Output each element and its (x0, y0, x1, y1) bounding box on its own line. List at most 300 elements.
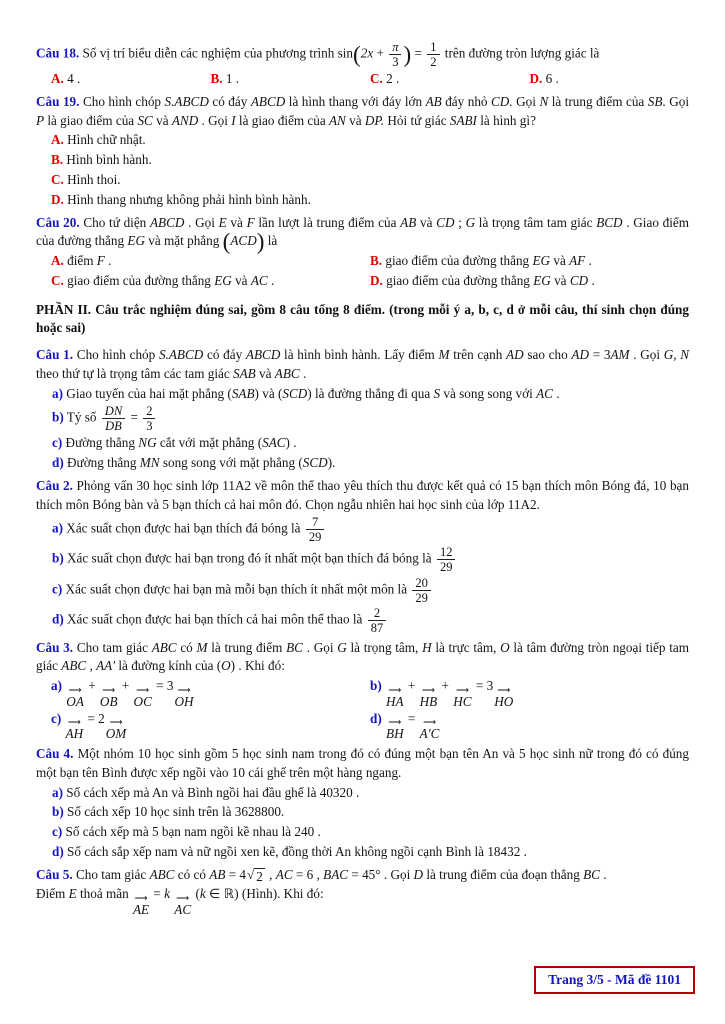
math-text: k (164, 886, 170, 902)
option-letter: B. (370, 253, 383, 269)
text-run: là (264, 233, 278, 249)
fraction-denominator: 87 (368, 620, 387, 635)
math-text: AB (425, 93, 442, 109)
text-run: là giao điểm của (235, 112, 329, 128)
text-run: và (226, 214, 247, 230)
section-header-text: PHẦN II. Câu trắc nghiệm đúng sai, gồm 8 câu tổng 8 điểm. (trong mỗi ý a, b, c, d ở mỗi câu, thí sinh chọn đúng hoặc sai) (36, 301, 689, 336)
fraction (102, 404, 125, 433)
question-label: c) (52, 435, 63, 451)
math-text: ABCD (250, 93, 286, 109)
vector-arrow-icon: ⟶ (67, 717, 81, 728)
math-text: ABC (151, 639, 177, 655)
vector-letters: AE (132, 901, 150, 917)
text-run: 2 . (382, 71, 400, 87)
option-item (530, 69, 690, 89)
text-run: ). (327, 455, 336, 471)
text-run: điểm (63, 253, 97, 269)
math-text: SAB (231, 385, 255, 401)
math-text: O (221, 658, 231, 674)
text-run: , (86, 658, 97, 674)
vector-letters: HB (419, 693, 438, 709)
text-run: . (585, 253, 592, 269)
question-label: a) (52, 520, 63, 536)
option-letter: A. (51, 71, 64, 87)
fraction (427, 40, 439, 69)
math-text: AD (506, 347, 524, 363)
text-run: Cho tam giác (73, 639, 152, 655)
math-text: I (231, 112, 236, 128)
text-run: Tỷ số (63, 409, 100, 425)
option-item (51, 130, 689, 150)
question-paragraph (36, 639, 689, 676)
vector-expression (105, 717, 127, 742)
math-text: AB (209, 866, 226, 882)
question-paragraph (36, 477, 689, 514)
question-label: Câu 2. (36, 477, 73, 493)
text-run: Xác suất chọn được hai bạn mà mỗi bạn thích ít nhất một môn là (62, 581, 411, 597)
text-run: Số cách xếp 10 học sinh trên là 3628800. (63, 804, 285, 820)
math-text: F (96, 253, 105, 269)
fraction-numerator: π (392, 40, 399, 54)
vector-arrow-icon: ⟶ (388, 684, 402, 695)
text-run: là trung điểm (207, 639, 287, 655)
statement-item (36, 803, 689, 822)
text-run: Hình bình hành. (63, 152, 152, 168)
option-item (51, 190, 689, 210)
fraction (368, 606, 387, 635)
option-item (51, 69, 211, 89)
question-paragraph (36, 885, 689, 916)
vector-arrow-icon: ⟶ (455, 684, 469, 695)
question-paragraph (36, 866, 689, 886)
vector-letters: OA (66, 693, 84, 709)
math-text: O (500, 639, 510, 655)
text-run: Số vị trí biểu diễn các nghiệm của phương trình sin (79, 45, 354, 61)
question-label: d) (52, 611, 64, 627)
math-text: P (36, 112, 45, 128)
text-run: ) và ( (254, 385, 283, 401)
text-run: Xác suất chọn được hai bạn trong đó ít nhất một bạn thích đá bóng là (63, 550, 435, 566)
fraction-denominator: 29 (306, 529, 325, 544)
text-run: là trọng tâm tam giác (475, 214, 597, 230)
section-header (36, 301, 689, 338)
statement-item (36, 545, 689, 574)
math-text: SCD (282, 385, 308, 401)
text-run: = (127, 409, 142, 425)
statement-item (36, 404, 689, 433)
text-run: Hỏi tứ giác (384, 112, 450, 128)
options-group (51, 676, 689, 741)
question-label: c) (52, 824, 63, 840)
vector-letters: AC (174, 901, 192, 917)
vector-expression (453, 684, 472, 709)
math-text: ABC (61, 658, 87, 674)
parenthesis: ( (222, 228, 231, 255)
option-letter: A. (51, 132, 64, 148)
option-item (370, 676, 689, 708)
math-text: E (218, 214, 227, 230)
math-text: AC (250, 272, 268, 288)
text-run: . Gọi (302, 639, 338, 655)
math-text: AA′ (96, 658, 116, 674)
question-label: Câu 1. (36, 347, 74, 363)
fraction-denominator: 3 (389, 54, 401, 69)
math-text: ABC (274, 365, 300, 381)
text-run: thoả mãn (76, 886, 132, 902)
fraction-numerator: 1 (430, 40, 437, 54)
question-label: c) (51, 710, 62, 726)
text-run: đáy nhỏ (441, 93, 492, 109)
text-run: cắt với mặt phẳng ( (156, 435, 263, 451)
math-text: AM (610, 347, 630, 363)
options-group (51, 69, 689, 89)
vector-expression (419, 684, 438, 709)
option-letter: C. (51, 272, 64, 288)
text-run: ) . (285, 435, 297, 451)
option-item (370, 69, 530, 89)
math-text: ABCD (149, 214, 185, 230)
fraction-numerator: DN (104, 404, 123, 419)
vector-expression (419, 717, 440, 742)
vector-arrow-icon: ⟶ (134, 892, 148, 903)
math-text: EG (533, 272, 551, 288)
statement-item (36, 385, 689, 404)
options-group (51, 130, 689, 209)
vector-arrow-icon: ⟶ (388, 717, 402, 728)
fraction (306, 515, 325, 544)
vector-arrow-icon: ⟶ (176, 892, 190, 903)
math-text: D (413, 866, 424, 882)
text-run: Xác suất chọn được hai bạn thích đá bóng là (63, 520, 304, 536)
text-run: 1 . (222, 71, 240, 87)
vector-arrow-icon: ⟶ (109, 717, 123, 728)
math-text: AC (536, 385, 553, 401)
vector-expression (99, 684, 118, 709)
text-run: . Gọi (629, 347, 664, 363)
text-run: Số cách xếp mà An và Bình ngồi hai đầu ghế là 40320 . (63, 784, 360, 800)
math-text: ABC (149, 866, 175, 882)
fraction-denominator: 29 (412, 590, 431, 605)
math-text: M (196, 639, 208, 655)
vector-letters: OH (174, 693, 194, 709)
math-text: DP. (364, 112, 385, 128)
page-number: Trang 3/5 - Mã đề 1101 (548, 972, 681, 987)
math-text: k (199, 886, 206, 902)
math-text: 2x (360, 45, 374, 61)
fraction-denominator: DB (102, 418, 125, 433)
statement-item (36, 434, 689, 453)
text-run: và mặt phẳng (145, 233, 223, 249)
text-run: theo thứ tự là trọng tâm các tam giác (36, 365, 234, 381)
text-run: Cho hình chóp (73, 347, 159, 363)
vector-expression (386, 717, 404, 742)
vector-letters: AH (65, 726, 84, 742)
text-run: = 45° . Gọi (348, 866, 414, 882)
fraction (143, 404, 155, 433)
vector-arrow-icon: ⟶ (68, 684, 82, 695)
math-text: G, N (663, 347, 690, 363)
text-run: . Gọi (662, 93, 690, 109)
math-text: EG (532, 253, 551, 269)
vector-arrow-icon: ⟶ (422, 684, 435, 695)
options-group (51, 251, 689, 291)
math-text: AB (400, 214, 417, 230)
text-run: có đáy (208, 93, 251, 109)
text-run: + (373, 45, 388, 61)
fraction-denominator: 3 (143, 418, 155, 433)
text-run: = 3 (152, 678, 174, 694)
math-text: ABCD (245, 347, 281, 363)
math-text: NG (138, 435, 157, 451)
text-run: . (588, 272, 595, 288)
text-run: có có (174, 866, 210, 882)
option-item (370, 709, 689, 741)
option-letter: B. (51, 152, 64, 168)
text-run (61, 711, 64, 726)
fraction (437, 545, 456, 574)
text-run: ; (454, 214, 466, 230)
math-text: AC (275, 866, 293, 882)
text-run: Hình thoi. (63, 171, 121, 187)
document-body (36, 36, 689, 917)
question-label: Câu 20. (36, 214, 80, 230)
option-item (51, 251, 370, 271)
text-run: trên đường tròn lượng giác là (441, 45, 600, 61)
text-run: ( (192, 886, 200, 902)
fraction (412, 576, 431, 605)
option-item (51, 676, 370, 708)
vector-letters: HA (386, 693, 404, 709)
math-text: F (246, 214, 255, 230)
text-run: là đường kính của ( (115, 658, 222, 674)
parenthesis: ( (353, 40, 361, 67)
vector-arrow-icon: ⟶ (497, 684, 511, 695)
option-item (51, 271, 370, 291)
text-run: = (404, 710, 419, 726)
math-text: CD (569, 272, 589, 288)
text-run: Gọi (512, 93, 540, 109)
option-letter: D. (51, 191, 64, 207)
question-label: Câu 3. (36, 639, 74, 655)
text-run: . Giao điểm của đường thẳng (36, 214, 689, 249)
vector-expression (494, 684, 514, 709)
text-run: + (84, 678, 99, 694)
math-text: SB (647, 93, 663, 109)
text-run: Số cách sắp xếp nam và nữ ngồi xen kẽ, đồng thời An không ngồi cạnh Bình là 18432 . (63, 843, 527, 859)
question-paragraph (36, 93, 689, 130)
text-run: 6 . (542, 71, 559, 87)
text-run: . (267, 272, 275, 288)
vector-arrow-icon: ⟶ (423, 717, 436, 728)
math-text: SAB (233, 365, 256, 381)
math-text: AN (329, 112, 346, 128)
text-run: Đường thẳng (63, 455, 140, 471)
fraction-numerator: 12 (439, 545, 453, 560)
text-run: = 3 (472, 678, 494, 694)
text-run: là trực tâm, (431, 639, 501, 655)
text-run: và (416, 214, 437, 230)
question-label: a) (52, 784, 63, 800)
question-label: c) (52, 581, 63, 597)
vector-letters: HC (453, 693, 472, 709)
text-run: Phỏng vấn 30 học sinh lớp 11A2 về môn thể thao yêu thích thu được kết quả có 15 bạn thích môn Bóng đá, 10 bạn thích môn Bóng bàn và 5 bạn thích cả hai môn đó. Chọn ngẫu nhiên hai học sinh của lớp 11A2. (36, 477, 689, 512)
text-run: và (550, 253, 570, 269)
text-run: là hình gì? (476, 112, 536, 128)
option-letter: D. (370, 272, 383, 288)
vector-letters: OC (133, 693, 152, 709)
question-paragraph (36, 745, 689, 782)
question-label: b) (52, 804, 64, 820)
option-item (370, 271, 689, 291)
fraction-numerator: 2 (373, 605, 381, 620)
statement-item (36, 515, 689, 544)
radicand: 2 (256, 868, 263, 884)
text-run: = (150, 886, 165, 902)
text-run: . (599, 866, 607, 882)
vector-letters: OB (99, 693, 118, 709)
vector-expression (174, 892, 192, 917)
text-run (62, 678, 65, 693)
question-label: Câu 5. (36, 866, 73, 882)
text-run: . (552, 385, 560, 401)
radical-icon: √ (247, 866, 255, 882)
fraction-denominator: 2 (427, 54, 439, 69)
question-label: a) (51, 678, 62, 694)
text-run: Một nhóm 10 học sinh gồm 5 học sinh nam trong đó có đúng một bạn tên An và 5 học sinh nữ trong đó có đúng một bạn tên Bình được xếp ngồi vào 10 cái ghế trên một hàng ngang. (36, 746, 689, 780)
text-run: + (438, 678, 453, 694)
question-label: d) (52, 455, 64, 471)
option-item (51, 170, 689, 190)
statement-item (36, 843, 689, 862)
fraction-denominator: 29 (437, 559, 456, 574)
vector-arrow-icon: ⟶ (102, 684, 116, 695)
text-run: Hình thang nhưng không phải hình bình hành. (63, 191, 311, 207)
math-text: AD (571, 347, 589, 363)
text-run: . (104, 253, 112, 269)
text-run: trên cạnh (449, 347, 507, 363)
text-run: là hình bình hành. Lấy điểm (280, 347, 439, 363)
text-run: ) . Khi đó: (230, 658, 285, 674)
statement-item (36, 576, 689, 605)
math-text: M (438, 347, 450, 363)
text-run: . Gọi (198, 112, 232, 128)
statement-item (36, 454, 689, 473)
text-run: là tâm đường tròn ngoại tiếp tam giác (36, 639, 689, 674)
math-text: S.ABCD (158, 347, 204, 363)
text-run: là trung điểm của đoạn thẳng (423, 866, 584, 882)
text-run: và song song với (440, 385, 537, 401)
math-text: SC (137, 112, 153, 128)
text-run: có (176, 639, 197, 655)
text-run: giao điểm của đường thẳng (382, 272, 534, 288)
option-letter: B. (210, 71, 223, 87)
vector-expression (174, 684, 194, 709)
text-run: lần lượt là trung điểm của (254, 214, 401, 230)
text-run: và (550, 272, 570, 288)
text-run: ) là đường thẳng đi qua (307, 385, 434, 401)
statement-item (36, 823, 689, 842)
math-text: H (422, 639, 432, 655)
math-text: S.ABCD (164, 93, 209, 109)
vector-expression (66, 684, 84, 709)
fraction-numerator: 20 (415, 575, 428, 590)
text-run: là giao điểm của (44, 112, 138, 128)
vector-expression (133, 684, 152, 709)
text-run: Giao tuyến của hai mặt phẳng ( (63, 385, 232, 401)
question-paragraph (36, 40, 689, 69)
text-run: 4 . (63, 71, 81, 87)
text-run: sao cho (523, 347, 572, 363)
text-run: là trung điểm của (548, 93, 648, 109)
question-label: b) (52, 409, 64, 425)
text-run: có đáy (203, 347, 246, 363)
question-paragraph (36, 214, 689, 255)
text-run: Cho tứ diện (79, 214, 150, 230)
option-letter: A. (51, 253, 64, 269)
question-label: Câu 18. (36, 45, 80, 61)
text-run: , (265, 866, 276, 882)
question-label: b) (370, 678, 382, 694)
text-run: = 2 (84, 710, 105, 726)
option-item (211, 69, 371, 89)
text-run: và (231, 272, 251, 288)
option-letter: C. (370, 71, 383, 87)
math-text: N (539, 93, 549, 109)
fraction (389, 40, 401, 69)
vector-letters: HO (494, 693, 514, 709)
text-run: Cho hình chóp (79, 93, 165, 109)
option-item (51, 150, 689, 170)
math-text: SABI (449, 112, 477, 128)
fraction-numerator: 7 (311, 515, 319, 530)
text-run: + (404, 678, 419, 694)
vector-arrow-icon: ⟶ (136, 684, 150, 695)
math-text: BCD (596, 214, 623, 230)
statement-item (36, 784, 689, 803)
text-run: là trọng tâm, (346, 639, 423, 655)
option-letter: C. (51, 171, 64, 187)
parenthesis: ) (403, 40, 412, 67)
text-run: là hình thang với đáy lớn (285, 93, 426, 109)
math-text: G (465, 214, 476, 230)
vector-expression (65, 717, 84, 742)
math-text: EG (127, 233, 145, 249)
math-text: BAC (323, 866, 349, 882)
text-run: Cho tam giác (72, 866, 150, 882)
vector-letters: A′C (419, 726, 440, 742)
text-run: và (345, 112, 365, 128)
parenthesis: ) (256, 228, 265, 255)
math-text: E (68, 886, 77, 902)
text-run: giao điểm của đường thẳng (382, 253, 533, 269)
option-letter: D. (529, 71, 543, 87)
text-run: = 6 , (292, 866, 324, 882)
question-label: Câu 19. (36, 93, 80, 109)
math-text: SAC (262, 435, 286, 451)
vector-letters: OM (105, 726, 127, 742)
text-run: . Gọi (184, 214, 219, 230)
text-run: = (411, 45, 426, 61)
math-text: SCD (302, 455, 328, 471)
question-label: d) (370, 710, 382, 726)
math-text: G (337, 639, 347, 655)
math-text: ACD (230, 233, 257, 249)
question-label: a) (52, 385, 63, 401)
text-run: song song với mặt phẳng ( (159, 455, 303, 471)
text-run (382, 711, 385, 726)
math-text: CD. (491, 93, 513, 109)
text-run: Đường thẳng (62, 435, 139, 451)
